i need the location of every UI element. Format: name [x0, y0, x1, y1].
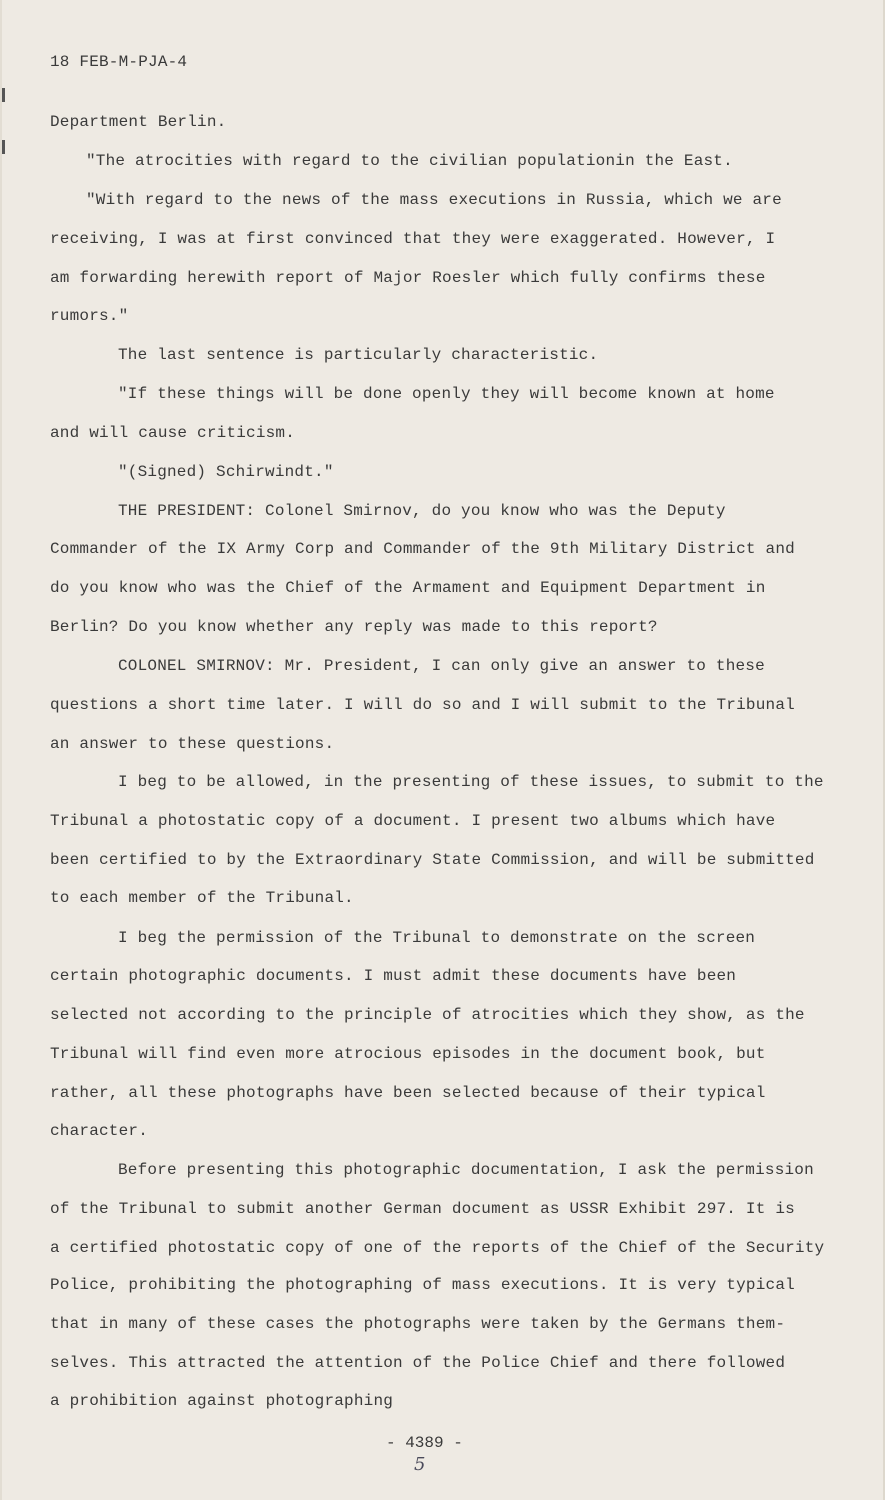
text-line: I beg the permission of the Tribunal to demonstrate on the screen: [118, 929, 756, 947]
text-line: and will cause criticism.: [50, 424, 296, 442]
text-line: character.: [50, 1122, 149, 1140]
text-line: been certified to by the Extraordinary State Commission, and will be submitted: [50, 851, 815, 869]
text-line: "The atrocities with regard to the civilian populationin the East.: [86, 152, 733, 170]
text-line: that in many of these cases the photographs were taken by the Germans them-: [50, 1315, 786, 1333]
text-line: a certified photostatic copy of one of the reports of the Chief of the Security: [50, 1239, 825, 1257]
margin-mark: [2, 140, 5, 154]
text-line: "With regard to the news of the mass executions in Russia, which we are: [86, 191, 782, 209]
page-header: 18 FEB-M-PJA-4: [50, 53, 188, 71]
text-line: rumors.": [50, 307, 129, 325]
text-line: rather, all these photographs have been selected because of their typical: [50, 1084, 766, 1102]
text-line: Tribunal will find even more atrocious episodes in the document book, but: [50, 1045, 766, 1063]
margin-mark: [2, 88, 5, 102]
text-line: Before presenting this photographic documentation, I ask the permission: [118, 1161, 814, 1179]
text-line: THE PRESIDENT: Colonel Smirnov, do you know who was the Deputy: [118, 502, 726, 520]
text-line: selves. This attracted the attention of the Police Chief and there followed: [50, 1354, 786, 1372]
text-line: a prohibition against photographing: [50, 1392, 394, 1410]
text-line: I beg to be allowed, in the presenting of these issues, to submit to the: [118, 773, 824, 791]
text-line: Police, prohibiting the photographing of mass executions. It is very typical: [50, 1276, 795, 1294]
text-line: Tribunal a photostatic copy of a document. I present two albums which have: [50, 812, 776, 830]
text-line: Berlin? Do you know whether any reply was made to this report?: [50, 618, 658, 636]
text-line: selected not according to the principle of atrocities which they show, as the: [50, 1006, 805, 1024]
text-line: Commander of the IX Army Corp and Commander of the 9th Military District and: [50, 540, 795, 558]
text-line: The last sentence is particularly characteristic.: [118, 346, 599, 364]
page-number: - 4389 -: [386, 1434, 463, 1452]
text-line: do you know who was the Chief of the Armament and Equipment Department in: [50, 579, 766, 597]
text-line: Department Berlin.: [50, 113, 227, 131]
text-line: certain photographic documents. I must admit these documents have been: [50, 967, 737, 985]
text-line: COLONEL SMIRNOV: Mr. President, I can only give an answer to these: [118, 657, 765, 675]
text-line: questions a short time later. I will do so and I will submit to the Tribunal: [50, 696, 795, 714]
text-line: to each member of the Tribunal.: [50, 889, 354, 907]
handwritten-page-number: 5: [414, 1454, 426, 1475]
text-line: receiving, I was at first convinced that they were exaggerated. However, I: [50, 230, 776, 248]
text-line: "If these things will be done openly they will become known at home: [118, 385, 775, 403]
text-line: of the Tribunal to submit another German document as USSR Exhibit 297. It is: [50, 1200, 795, 1218]
text-line: "(Signed) Schirwindt.": [118, 463, 334, 481]
text-line: an answer to these questions.: [50, 735, 335, 753]
text-line: am forwarding herewith report of Major Roesler which fully confirms these: [50, 269, 766, 287]
